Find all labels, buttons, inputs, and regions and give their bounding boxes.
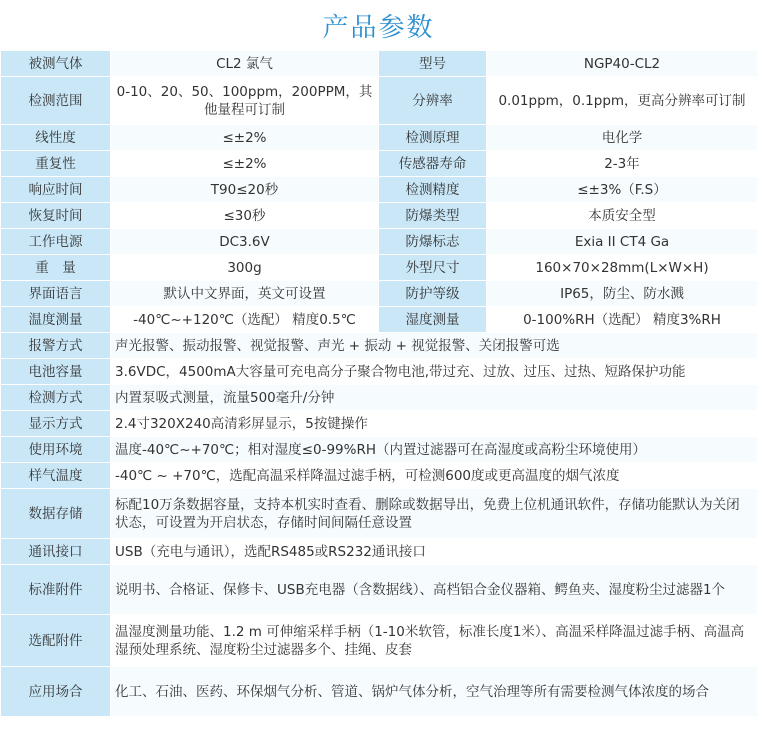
table-row (1, 463, 757, 489)
row-label: 重 量 (1, 255, 111, 281)
table-row (1, 51, 757, 77)
row-value: 默认中文界面，英文可设置 (111, 281, 379, 307)
row-label: 电池容量 (1, 359, 111, 385)
row-label: 检测范围 (1, 77, 111, 125)
row-value: NGP40-CL2 (487, 51, 757, 77)
row-label: 检测精度 (379, 177, 487, 203)
row-label: 响应时间 (1, 177, 111, 203)
row-value: 0-10、20、50、100ppm，200PPM，其他量程可订制 (111, 77, 379, 125)
row-label: 型号 (379, 51, 487, 77)
row-value: T90≤20秒 (111, 177, 379, 203)
table-row (1, 437, 757, 463)
row-label: 标准附件 (1, 565, 111, 615)
row-value: Exia II CT4 Ga (487, 229, 757, 255)
row-label: 数据存储 (1, 489, 111, 539)
row-value: IP65，防尘、防水溅 (487, 281, 757, 307)
row-label: 恢复时间 (1, 203, 111, 229)
row-label: 检测原理 (379, 125, 487, 151)
table-row (1, 333, 757, 359)
table-row (1, 125, 757, 151)
table-row (1, 255, 757, 281)
row-value: CL2 氯气 (111, 51, 379, 77)
table-row (1, 667, 757, 717)
row-value: 温度-40℃~+70℃；相对湿度≤0-99%RH（内置过滤器可在高湿度或高粉尘环境使用） (111, 437, 757, 463)
row-label: 传感器寿命 (379, 151, 487, 177)
row-label: 通讯接口 (1, 539, 111, 565)
table-row (1, 411, 757, 437)
row-value: 3.6VDC，4500mA大容量可充电高分子聚合物电池,带过充、过放、过压、过热、短路保护功能 (111, 359, 757, 385)
row-label: 防爆标志 (379, 229, 487, 255)
row-label: 防爆类型 (379, 203, 487, 229)
row-label: 工作电源 (1, 229, 111, 255)
table-row (1, 385, 757, 411)
row-value: -40℃~+120℃（选配） 精度0.5℃ (111, 307, 379, 333)
spec-table (0, 50, 757, 717)
row-value: 160×70×28mm(L×W×H) (487, 255, 757, 281)
row-label: 选配附件 (1, 615, 111, 667)
row-value: 0-100%RH（选配） 精度3%RH (487, 307, 757, 333)
row-label: 分辨率 (379, 77, 487, 125)
table-row (1, 151, 757, 177)
row-label: 防护等级 (379, 281, 487, 307)
table-row (1, 539, 757, 565)
row-label: 界面语言 (1, 281, 111, 307)
row-value: 温湿度测量功能、1.2 m 可伸缩采样手柄（1-10米软管，标准长度1米）、高温采样降温过滤手柄、高温高湿预处理系统、湿度粉尘过滤器多个、挂绳、皮套 (111, 615, 757, 667)
row-label: 线性度 (1, 125, 111, 151)
table-row (1, 229, 757, 255)
row-value: 化工、石油、医药、环保烟气分析、管道、锅炉气体分析，空气治理等所有需要检测气体浓度的场合 (111, 667, 757, 717)
row-label: 湿度测量 (379, 307, 487, 333)
row-label: 被测气体 (1, 51, 111, 77)
row-label: 温度测量 (1, 307, 111, 333)
table-row (1, 615, 757, 667)
table-row (1, 359, 757, 385)
row-label: 应用场合 (1, 667, 111, 717)
row-value: 2.4寸320X240高清彩屏显示，5按键操作 (111, 411, 757, 437)
row-value: ≤±3%（F.S） (487, 177, 757, 203)
row-label: 检测方式 (1, 385, 111, 411)
row-value: -40℃ ~ +70℃，选配高温采样降温过滤手柄，可检测600度或更高温度的烟气浓度 (111, 463, 757, 489)
row-label: 报警方式 (1, 333, 111, 359)
table-row (1, 203, 757, 229)
table-row (1, 77, 757, 125)
row-value: 内置泵吸式测量，流量500毫升/分钟 (111, 385, 757, 411)
row-label: 使用环境 (1, 437, 111, 463)
table-row (1, 307, 757, 333)
row-value: 电化学 (487, 125, 757, 151)
row-value: 0.01ppm，0.1ppm，更高分辨率可订制 (487, 77, 757, 125)
row-value: 说明书、合格证、保修卡、USB充电器（含数据线）、高档铝合金仪器箱、鳄鱼夹、湿度粉尘过滤器1个 (111, 565, 757, 615)
row-value: DC3.6V (111, 229, 379, 255)
row-value: ≤±2% (111, 125, 379, 151)
row-label: 重复性 (1, 151, 111, 177)
page-title: 产品参数 (0, 0, 757, 50)
table-row (1, 565, 757, 615)
row-value: 标配10万条数据容量，支持本机实时查看、删除或数据导出，免费上位机通讯软件，存储功能默认为关闭状态，可设置为开启状态，存储时间间隔任意设置 (111, 489, 757, 539)
row-value: 声光报警、振动报警、视觉报警、声光 + 振动 + 视觉报警、关闭报警可选 (111, 333, 757, 359)
row-value: ≤±2% (111, 151, 379, 177)
row-label: 样气温度 (1, 463, 111, 489)
row-value: 2-3年 (487, 151, 757, 177)
row-value: 本质安全型 (487, 203, 757, 229)
table-row (1, 177, 757, 203)
table-row (1, 489, 757, 539)
row-value: USB（充电与通讯），选配RS485或RS232通讯接口 (111, 539, 757, 565)
row-label: 显示方式 (1, 411, 111, 437)
row-value: 300g (111, 255, 379, 281)
table-row (1, 281, 757, 307)
row-value: ≤30秒 (111, 203, 379, 229)
row-label: 外型尺寸 (379, 255, 487, 281)
